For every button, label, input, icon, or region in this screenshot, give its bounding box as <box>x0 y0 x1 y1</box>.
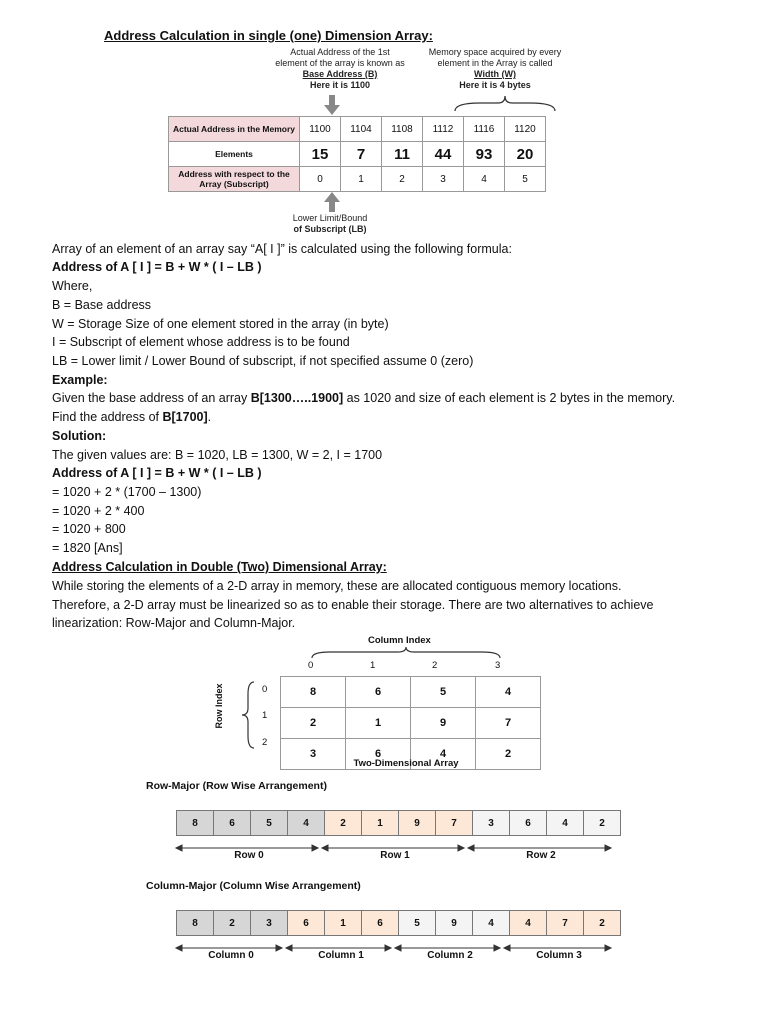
strip-row <box>177 911 621 936</box>
annot-line: Lower Limit/Bound <box>292 213 368 223</box>
text-line: Where, <box>52 279 93 293</box>
row-major-strip <box>176 810 621 836</box>
grid-cell: 2 <box>476 739 541 770</box>
strip-cell: 3 <box>473 811 510 836</box>
column-index-brace <box>310 646 506 660</box>
text-line: LB = Lower limit / Lower Bound of subscript, if not specified assume 0 (zero) <box>52 354 474 368</box>
address-cell: 1112 <box>423 117 464 142</box>
text-line: = 1020 + 800 <box>52 522 126 536</box>
strip-cell: 1 <box>325 911 362 936</box>
grid-cell: 9 <box>411 708 476 739</box>
strip-cell: 5 <box>251 811 288 836</box>
column-index-label: Column Index <box>368 635 431 646</box>
grid-cell: 4 <box>411 739 476 770</box>
strip-cell: 4 <box>473 911 510 936</box>
annotation-arrows <box>320 93 580 117</box>
annot-line: Actual Address of the 1st <box>290 47 390 57</box>
col-index: 0 <box>308 660 314 671</box>
element-cell: 15 <box>300 142 341 167</box>
text-line: linearization: Row-Major and Column-Major. <box>52 616 296 630</box>
table-row <box>169 142 546 167</box>
row-label-address: Actual Address in the Memory <box>169 117 300 142</box>
row-major-title: Row-Major (Row Wise Arrangement) <box>146 780 327 792</box>
table-row <box>169 117 546 142</box>
text-line: = 1820 [Ans] <box>52 541 123 555</box>
down-arrow-shaft <box>329 95 335 105</box>
element-cell: 11 <box>382 142 423 167</box>
row-index: 2 <box>262 737 268 748</box>
row-index-label: Row Index <box>214 683 224 729</box>
up-arrow-shaft <box>329 202 335 212</box>
down-arrow-head <box>324 105 340 115</box>
text-span: . <box>207 410 212 424</box>
row-label-subscript: Address with respect to the Array (Subscript) <box>169 167 300 192</box>
address-cell: 1100 <box>300 117 341 142</box>
text-line: B = Base address <box>52 298 152 312</box>
column-major-title: Column-Major (Column Wise Arrangement) <box>146 880 361 892</box>
subscript-cell: 4 <box>464 167 505 192</box>
strip-cell: 7 <box>436 811 473 836</box>
annotation-width <box>410 47 580 91</box>
solution-label: Solution: <box>52 429 107 443</box>
strip-cell: 4 <box>288 811 325 836</box>
annot-line: Memory space acquired by every <box>428 47 562 57</box>
text-line: While storing the elements of a 2-D array in memory, these are allocated contiguous memory locations. <box>52 579 622 593</box>
strip-cell: 6 <box>214 811 251 836</box>
text-line <box>52 408 211 426</box>
strip-cell: 6 <box>288 911 325 936</box>
up-arrow-head <box>324 192 340 202</box>
text-line: Array of an element of an array say “A[ I ]” is calculated using the following formula: <box>52 242 512 256</box>
text-line: = 1020 + 2 * 400 <box>52 504 145 518</box>
up-arrow <box>320 192 344 212</box>
grid-cell: 8 <box>281 677 346 708</box>
strip-cell: 7 <box>547 911 584 936</box>
annot-line: Width (W) <box>474 69 516 79</box>
strip-row <box>177 811 621 836</box>
element-cell: 93 <box>464 142 505 167</box>
strip-cell: 2 <box>584 911 621 936</box>
element-cell: 20 <box>505 142 546 167</box>
strip-cell: 2 <box>584 811 621 836</box>
strip-cell: 9 <box>399 811 436 836</box>
grid-cell: 5 <box>411 677 476 708</box>
row-group-label: Row 1 <box>380 850 410 861</box>
text-span-bold: B[1300…..1900] <box>250 391 344 405</box>
column-group-label: Column 1 <box>318 950 364 961</box>
subscript-cell: 2 <box>382 167 423 192</box>
element-cell: 44 <box>423 142 464 167</box>
column-group-label: Column 3 <box>536 950 582 961</box>
grid-cell: 2 <box>281 708 346 739</box>
strip-cell: 9 <box>436 911 473 936</box>
grid-cell: 4 <box>476 677 541 708</box>
table-row <box>169 167 546 192</box>
address-cell: 1116 <box>464 117 505 142</box>
text-span: Find the address of <box>52 410 163 424</box>
formula: Address of A [ I ] = B + W * ( I – LB ) <box>52 260 262 274</box>
one-d-array-table <box>168 116 546 192</box>
text-line: Therefore, a 2-D array must be linearized so as to enable their storage. There are two alternatives to achieve <box>52 598 654 612</box>
two-d-array-grid <box>280 676 541 770</box>
subscript-cell: 1 <box>341 167 382 192</box>
grid-row <box>281 677 541 708</box>
strip-cell: 2 <box>325 811 362 836</box>
formula: Address of A [ I ] = B + W * ( I – LB ) <box>52 466 262 480</box>
col-index: 3 <box>495 660 501 671</box>
text-line: = 1020 + 2 * (1700 – 1300) <box>52 485 202 499</box>
col-index: 1 <box>370 660 376 671</box>
col-index: 2 <box>432 660 438 671</box>
strip-cell: 6 <box>510 811 547 836</box>
annot-line: of Subscript (LB) <box>293 224 367 234</box>
annotation-base-address <box>250 47 430 91</box>
brace-path <box>312 647 500 658</box>
row-index: 1 <box>262 710 268 721</box>
column-group-label: Column 2 <box>427 950 473 961</box>
brace-path <box>242 682 254 748</box>
subscript-cell: 0 <box>300 167 341 192</box>
address-cell: 1108 <box>382 117 423 142</box>
text-line <box>52 389 675 407</box>
strip-cell: 8 <box>177 911 214 936</box>
strip-cell: 5 <box>399 911 436 936</box>
annot-line: Here it is 4 bytes <box>459 80 531 90</box>
element-cell: 7 <box>341 142 382 167</box>
text-line: The given values are: B = 1020, LB = 1300, W = 2, I = 1700 <box>52 448 383 462</box>
subscript-cell: 5 <box>505 167 546 192</box>
row-label-elements: Elements <box>169 142 300 167</box>
strip-cell: 3 <box>251 911 288 936</box>
strip-cell: 8 <box>177 811 214 836</box>
width-brace <box>455 96 555 111</box>
section-heading-2d: Address Calculation in Double (Two) Dimensional Array: <box>52 560 387 574</box>
strip-cell: 6 <box>362 911 399 936</box>
column-major-strip <box>176 910 621 936</box>
text-span-bold: B[1700] <box>162 410 208 424</box>
annot-line: Here it is 1100 <box>309 80 371 90</box>
grid-cell: 7 <box>476 708 541 739</box>
row-group-label: Row 0 <box>234 850 264 861</box>
text-span: Given the base address of an array <box>52 391 251 405</box>
subscript-cell: 3 <box>423 167 464 192</box>
row-index-brace <box>240 680 256 750</box>
strip-cell: 4 <box>510 911 547 936</box>
grid-caption: Two-Dimensional Array <box>353 758 459 769</box>
grid-cell: 6 <box>346 677 411 708</box>
section-heading-1d: Address Calculation in single (one) Dimension Array: <box>104 28 433 43</box>
row-index: 0 <box>262 684 268 695</box>
address-cell: 1104 <box>341 117 382 142</box>
annot-line: element in the Array is called <box>437 58 553 68</box>
strip-cell: 2 <box>214 911 251 936</box>
row-group-label: Row 2 <box>526 850 556 861</box>
grid-cell: 6 <box>346 739 411 770</box>
grid-row <box>281 708 541 739</box>
strip-cell: 4 <box>547 811 584 836</box>
annot-line: Base Address (B) <box>302 69 378 79</box>
grid-cell: 3 <box>281 739 346 770</box>
strip-cell: 1 <box>362 811 399 836</box>
annot-line: element of the array is known as <box>275 58 405 68</box>
grid-cell: 1 <box>346 708 411 739</box>
annotation-lower-bound <box>270 213 390 235</box>
column-group-label: Column 0 <box>208 950 254 961</box>
address-cell: 1120 <box>505 117 546 142</box>
text-line: I = Subscript of element whose address is to be found <box>52 335 350 349</box>
text-span: as 1020 and size of each element is 2 bytes in the memory. <box>343 391 676 405</box>
example-label: Example: <box>52 373 108 387</box>
text-line: W = Storage Size of one element stored in the array (in byte) <box>52 317 389 331</box>
